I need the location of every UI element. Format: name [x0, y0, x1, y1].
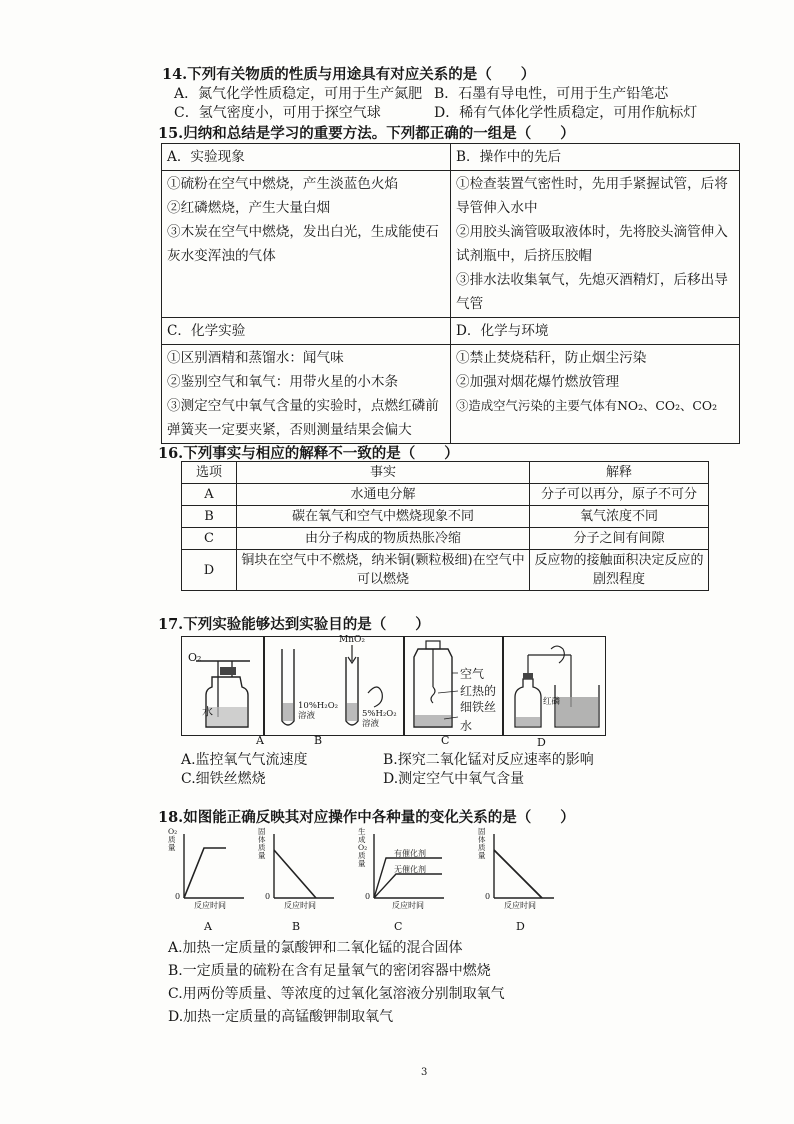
- q15-b-cell: [451, 171, 740, 318]
- phosphorus-apparatus-drawing: [503, 637, 605, 735]
- q16-cell: 分子可以再分，原子不可分: [530, 484, 709, 506]
- q18-option-c: C.用两份等质量、等浓度的过氧化氢溶液分别制取氧气: [168, 986, 505, 1002]
- q18-c-series-catalyst: 有催化剂: [394, 849, 426, 858]
- q18-a-ylabel: O₂质量: [168, 827, 178, 852]
- q14-option-b: B．石墨有导电性，可用于生产铅笔芯: [434, 86, 669, 102]
- q18-c-series-no-catalyst: 无催化剂: [394, 865, 426, 874]
- q15-table: [161, 143, 740, 444]
- q15-d-line: ①禁止焚烧秸秆，防止烟尘污染: [456, 350, 647, 366]
- q15-d-heading: D．化学与环境: [451, 318, 740, 345]
- q16-cell: 碳在氧气和空气中燃烧现象不同: [237, 506, 530, 528]
- page-number: 3: [421, 1067, 428, 1078]
- q16-header-cell: 选项: [182, 462, 237, 484]
- q15-d-line: ②加强对烟花爆竹燃放管理: [456, 374, 620, 390]
- q17-figure-d: [502, 636, 606, 736]
- q16-cell: 反应物的接触面积决定反应的剧烈程度: [530, 550, 709, 591]
- table-row: [182, 550, 709, 591]
- q16-cell: 氧气浓度不同: [530, 506, 709, 528]
- q17-b-left-solution: 10%H₂O₂溶液: [298, 701, 339, 721]
- table-row: [182, 528, 709, 550]
- q15-b-line: ①检查装置气密性时，先用手紧握试管，后将导管伸入水中: [456, 176, 728, 216]
- q18-b-xlabel: 反应时间: [284, 901, 316, 910]
- q18-graph-c: [358, 828, 448, 912]
- q18-b-origin: 0: [265, 892, 271, 901]
- q17-a-gas-label: O₂: [188, 651, 202, 664]
- q17-figure-b: [263, 636, 405, 736]
- q16-cell: C: [182, 528, 237, 550]
- q17-c-water-label: 水: [460, 719, 473, 733]
- q15-b-line: ②用胶头滴管吸取液体时，先将胶头滴管伸入试剂瓶中，后挤压胶帽: [456, 224, 728, 264]
- q17-c-air-label: 空气: [460, 667, 485, 681]
- q16-cell: B: [182, 506, 237, 528]
- q16-cell: D: [182, 550, 237, 591]
- q17-figure-a: [181, 636, 265, 736]
- q15-c-line: ③测定空气中氧气含量的实验时，点燃红磷前弹簧夹一定要夹紧，否则测量结果会偏大: [167, 398, 439, 438]
- q14-option-d: D．稀有气体化学性质稳定，可用作航标灯: [434, 105, 698, 121]
- table-row: [182, 506, 709, 528]
- q16-cell: 分子之间有间隙: [530, 528, 709, 550]
- q17-figure-label-a: A: [256, 734, 264, 747]
- q17-option-b: B.探究二氧化锰对反应速率的影响: [383, 752, 594, 768]
- q15-c-line: ②鉴别空气和氧气：用带火星的小木条: [167, 374, 399, 390]
- q18-c-ylabel: 生成O₂质量: [358, 827, 368, 868]
- q16-table: [181, 461, 709, 591]
- q15-c-line: ①区别酒精和蒸馏水：闻气味: [167, 350, 344, 366]
- q18-graph-label-c: C: [394, 920, 403, 933]
- q18-c-origin: 0: [365, 892, 371, 901]
- q17-a-water-label: 水: [202, 705, 213, 718]
- q18-c-xlabel: 反应时间: [392, 901, 424, 910]
- q18-b-ylabel: 固体质量: [258, 827, 266, 860]
- q15-c-heading: C．化学实验: [162, 318, 451, 345]
- q16-cell: 由分子构成的物质热胀冷缩: [237, 528, 530, 550]
- table-row: [182, 484, 709, 506]
- q17-figure-label-d: D: [537, 736, 546, 749]
- q15-d-cell: [451, 345, 740, 444]
- q16-cell: A: [182, 484, 237, 506]
- q15-b-heading: B．操作中的先后: [451, 144, 740, 171]
- q15-a-cell: [162, 171, 451, 318]
- q17-c-wire-label: 红热的细铁丝: [460, 684, 497, 714]
- q16-header-cell: 事实: [237, 462, 530, 484]
- q18-graph-b: [258, 828, 338, 912]
- q18-a-xlabel: 反应时间: [194, 901, 226, 910]
- q18-option-b: B.一定质量的硫粉在含有足量氧气的密闭容器中燃烧: [168, 963, 491, 979]
- q18-graph-label-b: B: [292, 920, 301, 933]
- q17-b-mno2-label: MnO₂: [339, 635, 365, 645]
- q17-figure-label-b: B: [314, 734, 323, 747]
- q18-graph-label-d: D: [516, 920, 525, 933]
- q14-option-c: C．氢气密度小，可用于探空气球: [174, 105, 381, 121]
- q16-cell: 水通电分解: [237, 484, 530, 506]
- q15-a-line: ①硫粉在空气中燃烧，产生淡蓝色火焰: [167, 176, 399, 192]
- q17-stem: 17.下列实验能够达到实验目的是（ ）: [158, 616, 430, 633]
- q18-stem: 18.如图能正确反映其对应操作中各种量的变化关系的是（ ）: [158, 809, 575, 826]
- q16-header-cell: 解释: [530, 462, 709, 484]
- q14-stem: 14.下列有关物质的性质与用途具有对应关系的是（ ）: [162, 66, 536, 83]
- q15-b-line: ③排水法收集氧气，先熄灭酒精灯，后移出导气管: [456, 272, 728, 312]
- q18-graph-label-a: A: [204, 920, 212, 933]
- q15-c-cell: [162, 345, 451, 444]
- q18-graph-a: [168, 828, 248, 912]
- q17-d-phosphorus-label: 红磷: [543, 697, 561, 707]
- q15-d-line: ③造成空气污染的主要气体有NO₂、CO₂、CO₂: [456, 398, 718, 413]
- q18-a-origin: 0: [175, 892, 181, 901]
- q15-stem: 15.归纳和总结是学习的重要方法。下列都正确的一组是（ ）: [158, 125, 575, 142]
- q15-a-heading: A．实验现象: [162, 144, 451, 171]
- q14-option-a: A．氮气化学性质稳定，可用于生产氮肥: [174, 86, 423, 102]
- q15-a-line: ②红磷燃烧，产生大量白烟: [167, 200, 331, 216]
- q17-option-a: A.监控氧气气流速度: [181, 752, 308, 768]
- q17-option-c: C.细铁丝燃烧: [181, 771, 266, 787]
- q17-figure-c: [403, 636, 504, 736]
- q18-option-d: D.加热一定质量的高锰酸钾制取氧气: [168, 1009, 394, 1025]
- q17-option-d: D.测定空气中氧气含量: [383, 771, 525, 787]
- q18-d-origin: 0: [485, 892, 491, 901]
- q15-a-line: ③木炭在空气中燃烧，发出白光，生成能使石灰水变浑浊的气体: [167, 224, 439, 264]
- q16-stem: 16.下列事实与相应的解释不一致的是（ ）: [158, 445, 459, 462]
- q18-d-ylabel: 固体质量: [478, 827, 486, 860]
- q16-cell: 铜块在空气中不燃烧，纳米铜(颗粒极细)在空气中可以燃烧: [237, 550, 530, 591]
- q18-option-a: A.加热一定质量的氯酸钾和二氧化锰的混合固体: [168, 940, 463, 956]
- q18-d-xlabel: 反应时间: [504, 901, 536, 910]
- q18-graph-d: [478, 828, 558, 912]
- q17-b-right-solution: 5%H₂O₂溶液: [362, 709, 397, 729]
- q17-figure-label-c: C: [441, 734, 450, 747]
